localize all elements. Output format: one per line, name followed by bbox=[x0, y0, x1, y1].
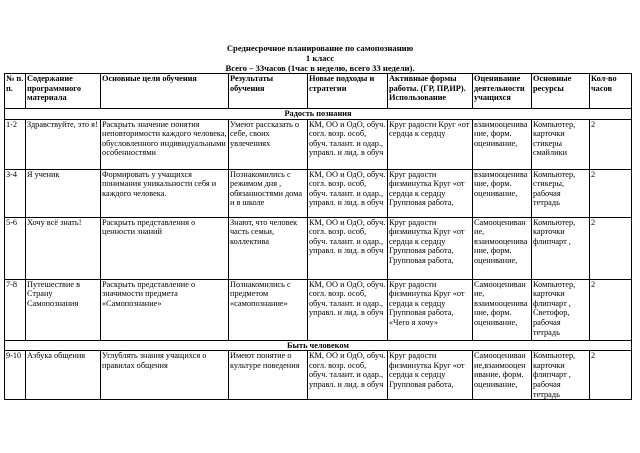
table-cell: 2 bbox=[590, 169, 632, 217]
table-cell: Круг радости Круг «от сердца к сердцу bbox=[388, 119, 473, 169]
table-cell: Компьютер, карточки флипчарт , bbox=[532, 217, 590, 279]
table-cell: КМ, ОО и ОдО, обуч. согл. возр. особ, обуч. талант. и одар., управл. и лид. в обуч bbox=[308, 217, 388, 279]
table-cell: 2 bbox=[590, 217, 632, 279]
table-cell: Я ученик bbox=[26, 169, 101, 217]
table-cell: Хочу всё знать! bbox=[26, 217, 101, 279]
page-title: Среднесрочное планирование по самопознанию bbox=[226, 43, 414, 53]
table-cell: Здравствуйте, это я! bbox=[26, 119, 101, 169]
table-cell: Компьютер, стикеры, рабочая тетрадь bbox=[532, 169, 590, 217]
table-cell: Знают, что человек часть семьи, коллектива bbox=[229, 217, 308, 279]
table-cell: Самооценивание,взаимооценивание, форм. оценивание, bbox=[473, 351, 532, 400]
table-row bbox=[5, 217, 632, 279]
table-row bbox=[5, 119, 632, 169]
grade-label: 1 класс bbox=[305, 53, 335, 63]
table-cell: Круг радости физминутка Круг «от сердца к сердцу Групповая работа, Групповая работа, bbox=[388, 217, 473, 279]
table-cell: 3-4 bbox=[5, 169, 26, 217]
table-cell: Азбука общения bbox=[26, 351, 101, 400]
table-cell: 7-8 bbox=[5, 279, 26, 340]
table-cell: 1-2 bbox=[5, 119, 26, 169]
header-cell: Оценивание деятельности учащихся bbox=[473, 74, 532, 109]
table-cell: Самооценивание, взаимооценивание, форм. оценивание, bbox=[473, 217, 532, 279]
section-row bbox=[5, 109, 632, 120]
hours-total: Всего – 33часов (1час в неделю, всего 33 недели). bbox=[225, 63, 415, 73]
table-cell: КМ, ОО и ОдО, обуч. согл. возр. особ, обуч. талант. и одар., управл. и лид. в обуч bbox=[308, 351, 388, 400]
table-cell: Компьютер, карточки флипчарт , рабочая тетрадь bbox=[532, 351, 590, 400]
header-cell: Новые подходы и стратегии bbox=[308, 74, 388, 109]
table-cell: Раскрыть представления о ценности знаний bbox=[101, 217, 229, 279]
table-cell: Компьютер, карточки флипчарт , Светофор, рабочая тетрадь bbox=[532, 279, 590, 340]
header-cell: Активные формы работы. (ГР, ПР,ИР). Использование bbox=[388, 74, 473, 109]
table-cell: Самооценивание, взаимооценивание, форм. оценивание, bbox=[473, 279, 532, 340]
table-cell: Круг радости физминутка Круг «от сердца к сердцу Групповая работа, «Чего я хочу» bbox=[388, 279, 473, 340]
table-cell: КМ, ОО и ОдО, обуч. согл. возр. особ, обуч. талант. и одар., управл. и лид. в обуч bbox=[308, 169, 388, 217]
table-cell: Умеют рассказать о себе, своих увлечениях bbox=[229, 119, 308, 169]
table-header bbox=[5, 74, 632, 109]
table-cell: 9-10 bbox=[5, 351, 26, 400]
plan-table bbox=[4, 73, 632, 400]
header-cell: Основные цели обучения bbox=[101, 74, 229, 109]
table-cell: Углублять знания учащихся о правилах общения bbox=[101, 351, 229, 400]
table-cell: 5-6 bbox=[5, 217, 26, 279]
table-row bbox=[5, 279, 632, 340]
table-cell: Познакомились с режимом дня , обязанностями дома и в школе bbox=[229, 169, 308, 217]
table-cell: 2 bbox=[590, 119, 632, 169]
table-cell: 2 bbox=[590, 351, 632, 400]
table-cell: Путешествие в Страну Самопознания bbox=[26, 279, 101, 340]
table-cell: Круг радости физминутка Круг «от сердца к сердцу Групповая работа, bbox=[388, 351, 473, 400]
header-cell: Результаты обучения bbox=[229, 74, 308, 109]
table-cell: КМ, ОО и ОдО, обуч. согл. возр. особ, обуч. талант. и одар., управл. и лид. в обуч bbox=[308, 279, 388, 340]
table-row bbox=[5, 169, 632, 217]
table-cell: взаимооценивание, форм. оценивание, bbox=[473, 119, 532, 169]
section-title: Быть человеком bbox=[5, 340, 632, 351]
table-cell: Компьютер, карточки стикеры смайлики bbox=[532, 119, 590, 169]
header-cell: № п. п. bbox=[5, 74, 26, 109]
table-cell: 2 bbox=[590, 279, 632, 340]
table-cell: Раскрыть представление о значимости предмета «Самопознание» bbox=[101, 279, 229, 340]
table-row bbox=[5, 351, 632, 400]
section-row bbox=[5, 340, 632, 351]
table-cell: КМ, ОО и ОдО, обуч. согл. возр. особ, обуч. талант. и одар., управл. и лид. в обуч bbox=[308, 119, 388, 169]
table-cell: Круг радости физминутка Круг «от сердца к сердцу Групповая работа, bbox=[388, 169, 473, 217]
section-title: Радость познания bbox=[5, 109, 632, 120]
table-cell: Имеют понятие о культуре поведения bbox=[229, 351, 308, 400]
table-cell: Раскрыть значение понятия неповторимости каждого человека, обусловленного индивидуальными особенностями bbox=[101, 119, 229, 169]
table-cell: взаимооценивание, форм. оценивание, bbox=[473, 169, 532, 217]
header-cell: Содержание программного материала bbox=[26, 74, 101, 109]
table-cell: Познакомились с предметом «самопознание» bbox=[229, 279, 308, 340]
header-cell: Основные ресурсы bbox=[532, 74, 590, 109]
table-cell: Формировать у учащихся понимания уникальности себя и каждого человека. bbox=[101, 169, 229, 217]
header-cell: Кол-во часов bbox=[590, 74, 632, 109]
